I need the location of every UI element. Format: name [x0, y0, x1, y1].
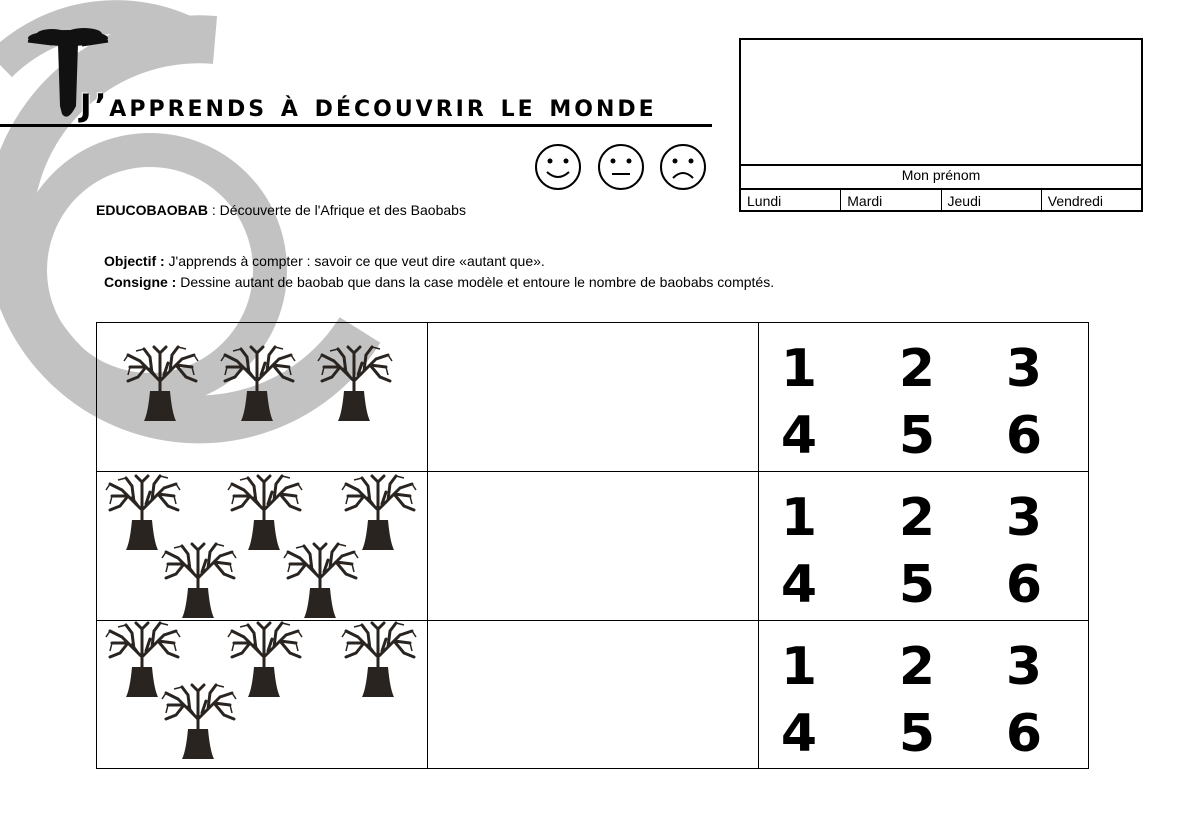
number-choice[interactable]: 5	[898, 406, 936, 466]
subtitle	[96, 202, 466, 218]
number-choice[interactable]: 2	[898, 637, 936, 697]
number-choice[interactable]: 6	[1005, 406, 1043, 466]
baobab-tree-icon	[221, 474, 307, 552]
days-row	[741, 190, 1141, 210]
exercise-grid	[96, 322, 1089, 769]
title-underline	[0, 124, 712, 127]
number-choice[interactable]: 6	[1005, 555, 1043, 615]
number-choice[interactable]: 3	[1005, 488, 1043, 548]
number-choice[interactable]: 6	[1005, 704, 1043, 764]
number-choice[interactable]: 1	[780, 339, 818, 399]
drawing-cell[interactable]	[428, 621, 758, 769]
number-choice[interactable]: 3	[1005, 339, 1043, 399]
drawing-cell[interactable]	[428, 323, 758, 471]
number-choice[interactable]: 5	[898, 555, 936, 615]
baobab-tree-icon	[117, 345, 203, 423]
number-choice[interactable]: 5	[898, 704, 936, 764]
objective-label: Objectif :	[104, 253, 165, 269]
drawing-cell[interactable]	[428, 472, 758, 620]
number-choice[interactable]: 4	[780, 555, 818, 615]
number-choice[interactable]: 1	[780, 637, 818, 697]
consigne-label: Consigne :	[104, 274, 177, 290]
number-choice[interactable]: 4	[780, 406, 818, 466]
neutral-face-icon[interactable]	[596, 143, 646, 191]
consigne-text: Dessine autant de baobab que dans la case modèle et entoure le nombre de baobabs comptés.	[176, 274, 775, 290]
number-choice[interactable]: 4	[780, 704, 818, 764]
brand-name: EDUCOBAOBAB	[96, 202, 208, 218]
baobab-tree-icon	[311, 345, 397, 423]
day-cell[interactable]: Lundi	[741, 190, 841, 210]
day-cell[interactable]: Mardi	[841, 190, 941, 210]
day-cell[interactable]: Jeudi	[942, 190, 1042, 210]
baobab-tree-icon	[335, 474, 421, 552]
baobab-tree-icon	[155, 683, 241, 761]
baobab-tree-icon	[214, 345, 300, 423]
baobab-tree-icon	[99, 474, 185, 552]
baobab-tree-icon	[335, 621, 421, 699]
name-area[interactable]	[741, 40, 1141, 164]
name-label: Mon prénom	[901, 167, 981, 183]
objective-line	[104, 251, 774, 272]
sad-face-icon[interactable]	[658, 143, 708, 191]
number-choice[interactable]: 1	[780, 488, 818, 548]
happy-face-icon[interactable]	[533, 143, 583, 191]
number-choice[interactable]: 2	[898, 339, 936, 399]
objective-text: J'apprends à compter : savoir ce que veut dire «autant que».	[164, 253, 545, 269]
instructions	[104, 251, 774, 293]
consigne-line	[104, 272, 774, 293]
subtitle-text: : Découverte de l'Afrique et des Baobabs	[208, 202, 466, 218]
baobab-tree-icon	[277, 542, 363, 620]
number-choice[interactable]: 2	[898, 488, 936, 548]
number-choice[interactable]: 3	[1005, 637, 1043, 697]
baobab-tree-icon	[155, 542, 241, 620]
day-cell[interactable]: Vendredi	[1047, 193, 1104, 209]
page-title: J’apprends à découvrir le monde	[80, 88, 657, 124]
name-box	[739, 38, 1143, 212]
